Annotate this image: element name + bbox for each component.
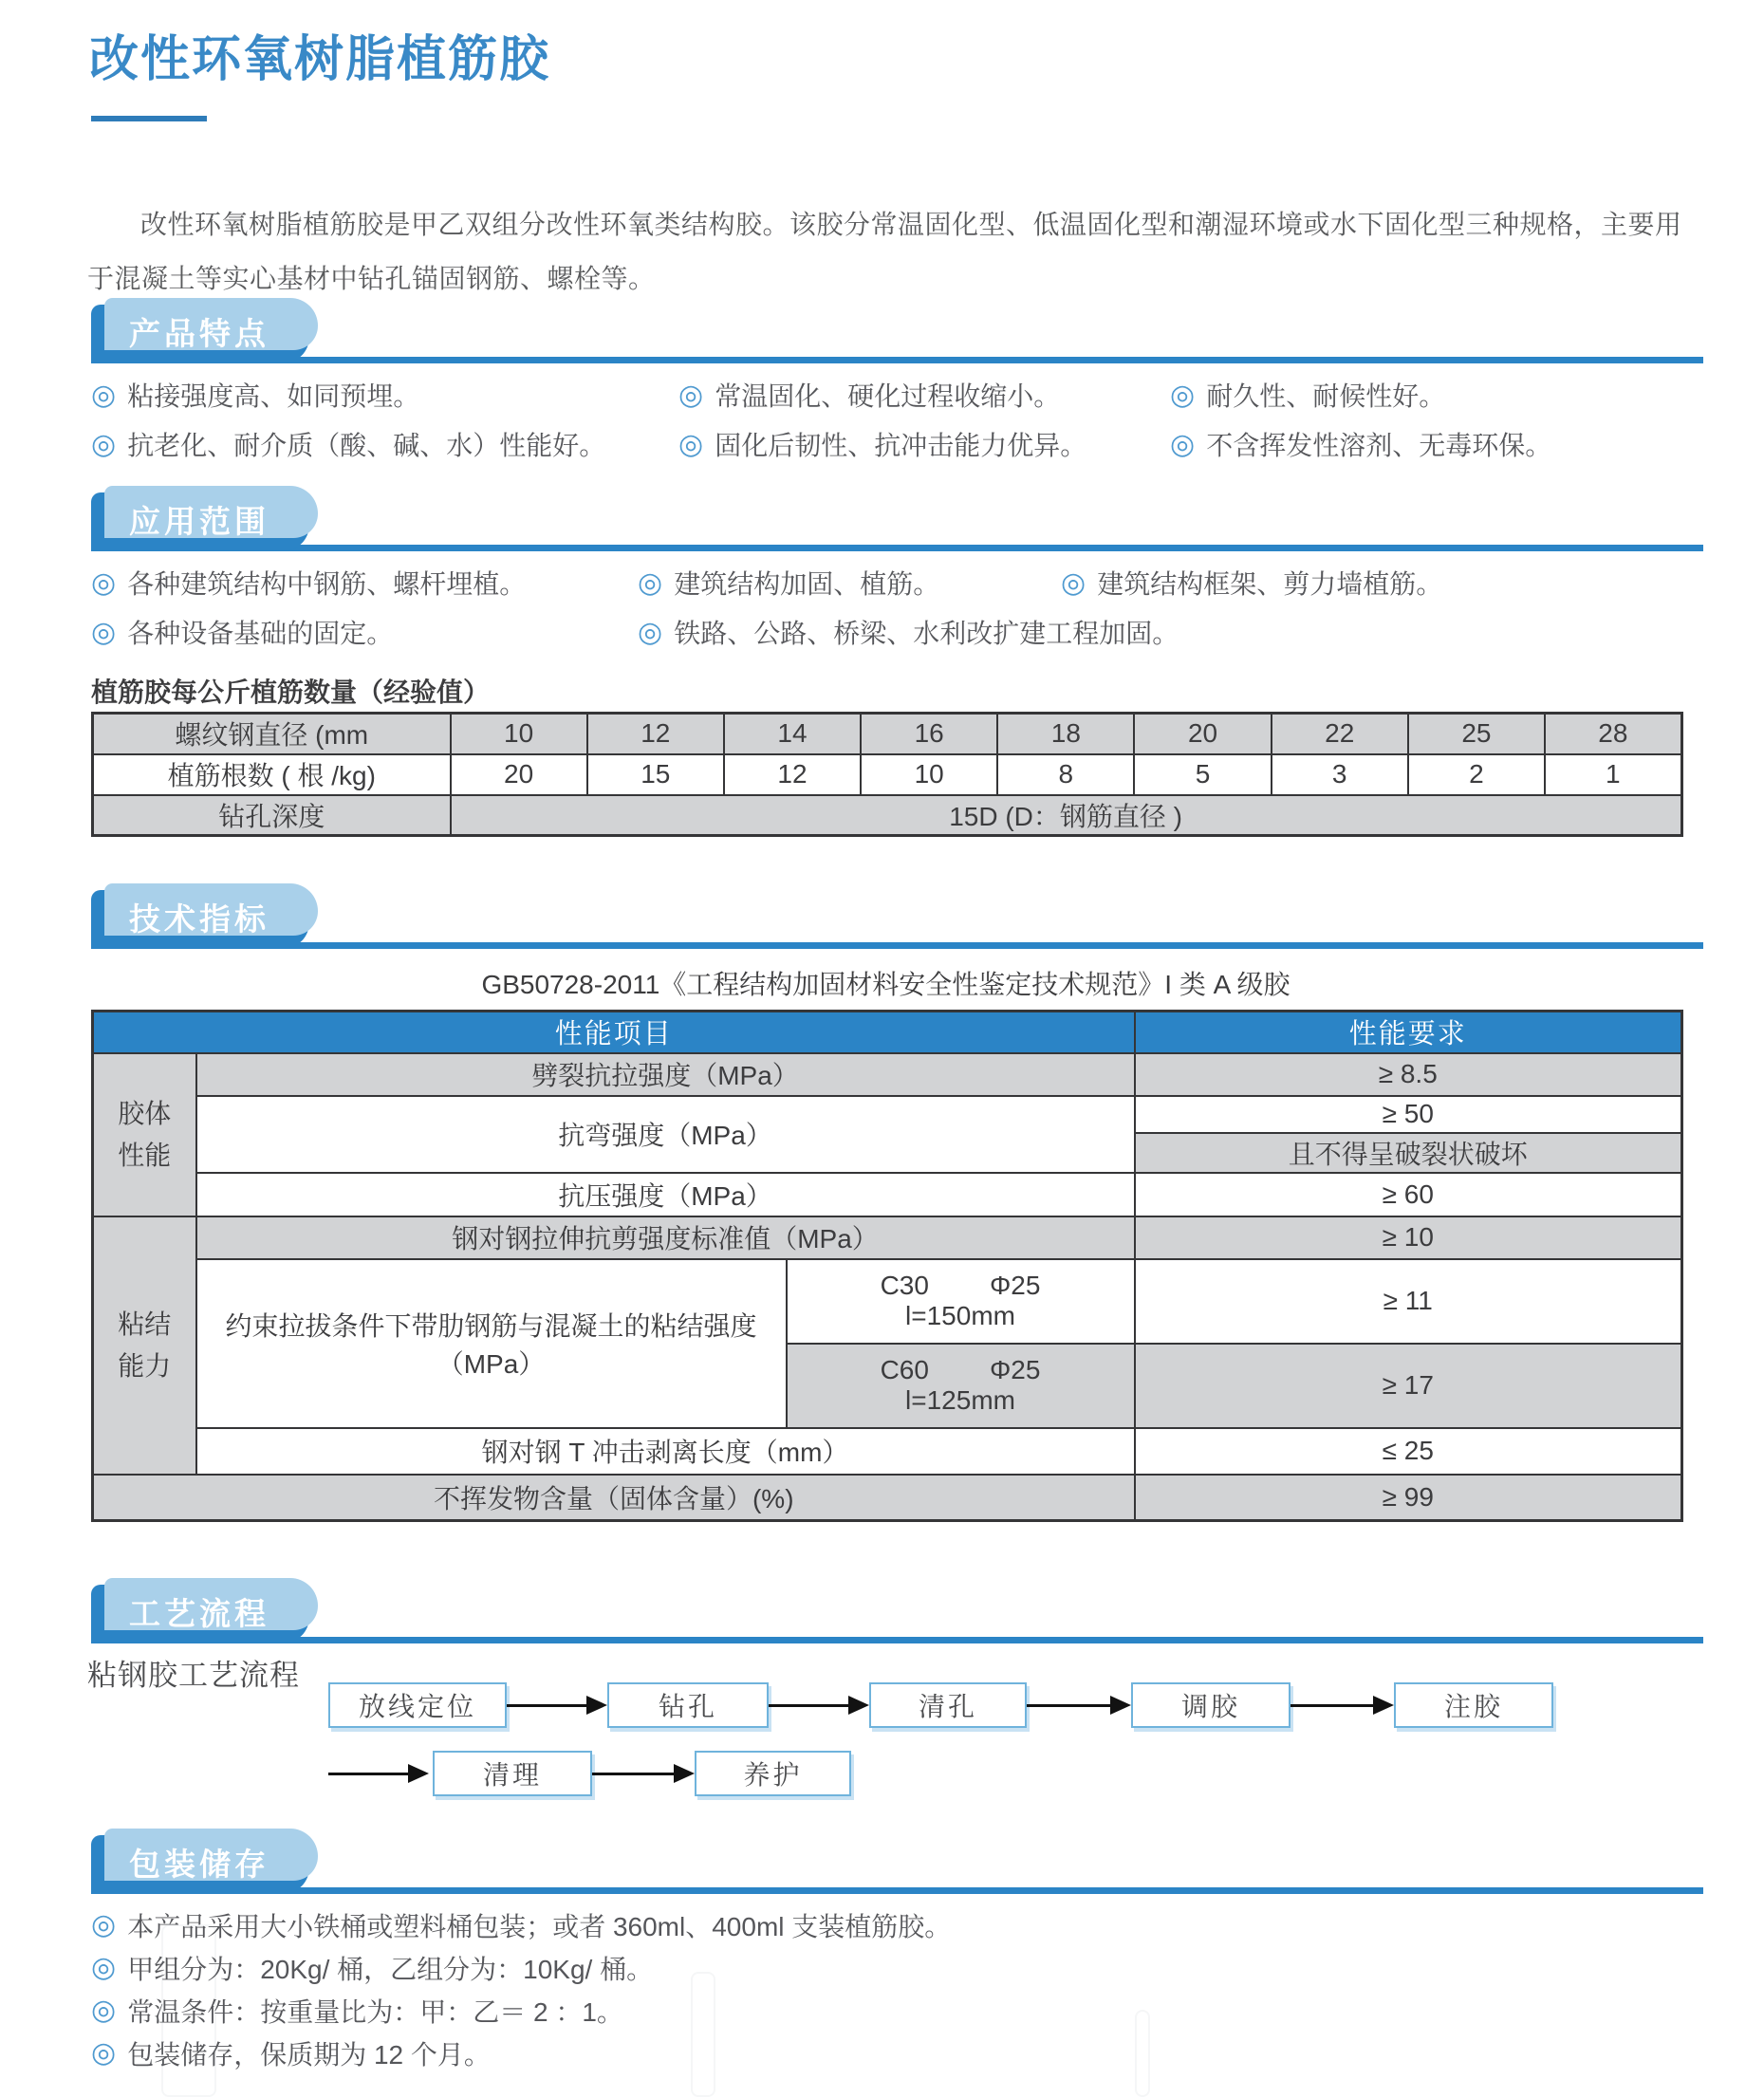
flow-step: 调胶 <box>1131 1682 1291 1728</box>
property-cell: 抗弯强度（MPa） <box>196 1096 1135 1173</box>
table-row <box>93 1096 1682 1133</box>
cell: 22 <box>1272 714 1408 754</box>
table-row <box>93 714 1682 754</box>
cell: 1 <box>1545 754 1681 795</box>
feature-text: 不含挥发性溶剂、无毒环保。 <box>1206 431 1552 460</box>
flow-arrow-icon <box>328 1764 429 1783</box>
cell: 20 <box>1134 714 1271 754</box>
watermark-shape <box>1135 2010 1150 2097</box>
list-item <box>1170 370 1551 419</box>
list-item <box>91 419 678 469</box>
table-header-row <box>93 1012 1682 1053</box>
row-label: 植筋根数 ( 根 /kg) <box>93 754 451 795</box>
table-row <box>93 1173 1682 1216</box>
cell: 12 <box>587 714 724 754</box>
double-circle-bullet-icon: ◎ <box>91 2037 117 2069</box>
rebar-table-title: 植筋胶每公斤植筋数量（经验值） <box>91 678 491 707</box>
list-item <box>1170 419 1551 469</box>
requirement-cell: ≥ 11 <box>1135 1259 1682 1344</box>
double-circle-bullet-icon: ◎ <box>91 379 117 411</box>
rebar-count-table <box>91 712 1683 837</box>
requirement-cell: ≥ 60 <box>1135 1173 1682 1216</box>
double-circle-bullet-icon: ◎ <box>678 379 704 411</box>
double-circle-bullet-icon: ◎ <box>1170 379 1196 411</box>
concrete-grade: C60 <box>880 1355 929 1384</box>
feature-text: 抗老化、耐介质（酸、碱、水）性能好。 <box>127 431 606 460</box>
flowchart-row-2 <box>328 1750 851 1797</box>
flow-arrow-icon <box>769 1696 869 1715</box>
section-badge-features: 产品特点 <box>91 305 309 363</box>
condition-line2: l=150mm <box>905 1301 1015 1330</box>
row-label: 钻孔深度 <box>93 795 451 836</box>
flow-step: 清孔 <box>869 1682 1027 1728</box>
cell: 10 <box>861 754 997 795</box>
cell: 20 <box>451 754 587 795</box>
applications-list <box>91 558 1442 657</box>
requirement-cell: ≥ 17 <box>1135 1344 1682 1428</box>
column-header: 性能项目 <box>93 1012 1135 1053</box>
table-row <box>93 795 1682 836</box>
double-circle-bullet-icon: ◎ <box>1061 566 1086 599</box>
table-row <box>93 1259 1682 1344</box>
feature-text: 耐久性、耐候性好。 <box>1206 381 1446 411</box>
list-item <box>91 370 678 419</box>
section-header-features <box>91 305 1703 363</box>
cell: 2 <box>1408 754 1545 795</box>
double-circle-bullet-icon: ◎ <box>638 616 663 648</box>
title-underline <box>91 116 207 121</box>
concrete-grade: C30 <box>880 1271 929 1300</box>
section-header-applications <box>91 492 1703 551</box>
double-circle-bullet-icon: ◎ <box>678 428 704 460</box>
feature-text: 粘接强度高、如同预埋。 <box>127 381 420 411</box>
property-cell: 钢对钢 T 冲击剥离长度（mm） <box>196 1428 1135 1475</box>
features-list <box>91 370 1551 469</box>
section-header-storage <box>91 1835 1703 1894</box>
cell: 14 <box>724 714 861 754</box>
condition-cell <box>787 1344 1135 1428</box>
cell: 3 <box>1272 754 1408 795</box>
application-text: 各种设备基础的固定。 <box>127 619 394 648</box>
cell: 12 <box>724 754 861 795</box>
cell: 10 <box>451 714 587 754</box>
condition-line1 <box>788 1355 1134 1385</box>
flow-arrow-icon <box>507 1696 607 1715</box>
storage-text: 常温条件：按重量比为：甲：乙＝ 2 ：1。 <box>127 1996 623 2027</box>
cell: 25 <box>1408 714 1545 754</box>
list-item <box>1061 558 1442 607</box>
property-cell: 不挥发物含量（固体含量）(%) <box>93 1475 1135 1521</box>
section-badge-applications: 应用范围 <box>91 492 309 551</box>
requirement-cell: ≥ 8.5 <box>1135 1053 1682 1096</box>
row-label: 螺纹钢直径 (mm <box>93 714 451 754</box>
span-cell: 15D (D：钢筋直径 ) <box>451 795 1682 836</box>
storage-text: 包装储存，保质期为 12 个月。 <box>127 2039 491 2070</box>
section-rule <box>91 1637 1703 1643</box>
list-item <box>91 558 638 607</box>
cell: 8 <box>997 754 1134 795</box>
process-subtitle: 粘钢胶工艺流程 <box>87 1659 300 1692</box>
cell: 16 <box>861 714 997 754</box>
flow-arrow-icon <box>1291 1696 1394 1715</box>
requirement-cell: ≥ 50 <box>1135 1096 1682 1133</box>
flow-arrow-icon <box>1027 1696 1131 1715</box>
flow-step: 放线定位 <box>328 1682 507 1728</box>
group-label: 粘结能力 <box>93 1216 196 1475</box>
table-row <box>93 1216 1682 1259</box>
cell: 5 <box>1134 754 1271 795</box>
list-item <box>638 558 1061 607</box>
section-header-process <box>91 1585 1703 1643</box>
storage-text: 本产品采用大小铁桶或塑料桶包装；或者 360ml、400ml 支装植筋胶。 <box>127 1911 952 1941</box>
section-badge-tech: 技术指标 <box>91 890 309 949</box>
flowchart-row-1 <box>328 1681 1553 1729</box>
property-cell: 劈裂抗拉强度（MPa） <box>196 1053 1135 1096</box>
column-header: 性能要求 <box>1135 1012 1682 1053</box>
section-rule <box>91 1887 1703 1894</box>
requirement-cell: ≤ 25 <box>1135 1428 1682 1475</box>
condition-cell <box>787 1259 1135 1344</box>
property-cell: 约束拉拔条件下带肋钢筋与混凝土的粘结强度（MPa） <box>196 1259 787 1428</box>
section-rule <box>91 357 1703 363</box>
flow-step: 养护 <box>695 1751 851 1796</box>
table-row <box>93 1428 1682 1475</box>
double-circle-bullet-icon: ◎ <box>91 1995 117 2026</box>
flow-step: 钻孔 <box>607 1682 769 1728</box>
watermark-shape <box>161 1924 216 2097</box>
bar-diameter: Φ25 <box>989 1355 1041 1384</box>
section-badge-storage: 包装储存 <box>91 1835 309 1894</box>
list-item <box>678 370 1170 419</box>
page-title: 改性环氧树脂植筋胶 <box>89 32 551 87</box>
bar-diameter: Φ25 <box>989 1271 1041 1300</box>
section-badge-process: 工艺流程 <box>91 1585 309 1643</box>
section-rule <box>91 942 1703 949</box>
flow-step: 注胶 <box>1394 1682 1553 1728</box>
cell: 15 <box>587 754 724 795</box>
table-row <box>93 1053 1682 1096</box>
standard-note: GB50728-2011《工程结构加固材料安全性鉴定技术规范》I 类 A 级胶 <box>481 970 1291 999</box>
condition-line2: l=125mm <box>905 1385 1015 1415</box>
table-row <box>93 1475 1682 1521</box>
double-circle-bullet-icon: ◎ <box>638 566 663 599</box>
group-label: 胶体性能 <box>93 1053 196 1216</box>
application-text: 铁路、公路、桥梁、水利改扩建工程加固。 <box>674 619 1179 648</box>
section-rule <box>91 545 1703 551</box>
spec-table <box>91 1010 1683 1522</box>
section-header-tech <box>91 890 1703 949</box>
table-row <box>93 754 1682 795</box>
list-item <box>678 419 1170 469</box>
list-item <box>91 607 638 657</box>
storage-list <box>91 1903 951 2074</box>
application-text: 建筑结构框架、剪力墙植筋。 <box>1097 569 1443 599</box>
cell: 28 <box>1545 714 1681 754</box>
list-item <box>638 607 1179 657</box>
property-cell: 抗压强度（MPa） <box>196 1173 1135 1216</box>
double-circle-bullet-icon: ◎ <box>91 1952 117 1983</box>
list-item <box>91 1989 951 2032</box>
application-text: 建筑结构加固、植筋。 <box>674 569 940 599</box>
feature-text: 常温固化、硬化过程收缩小。 <box>715 381 1061 411</box>
intro-paragraph: 改性环氧树脂植筋胶是甲乙双组分改性环氧类结构胶。该胶分常温固化型、低温固化型和潮湿环境或水下固化型三种规格，主要用于混凝土等实心基材中钻孔锚固钢筋、螺栓等。 <box>87 210 1682 293</box>
application-text: 各种建筑结构中钢筋、螺杆埋植。 <box>127 569 527 599</box>
cell: 18 <box>997 714 1134 754</box>
feature-text: 固化后韧性、抗冲击能力优异。 <box>715 431 1087 460</box>
double-circle-bullet-icon: ◎ <box>91 1909 117 1940</box>
double-circle-bullet-icon: ◎ <box>91 616 117 648</box>
flow-arrow-icon <box>592 1764 695 1783</box>
watermark-shape <box>691 1972 715 2097</box>
requirement-cell: ≥ 10 <box>1135 1216 1682 1259</box>
flow-step: 清理 <box>433 1751 592 1796</box>
list-item <box>91 1946 951 1989</box>
requirement-cell: ≥ 99 <box>1135 1475 1682 1521</box>
list-item <box>91 1903 951 1946</box>
storage-text: 甲组分为：20Kg/ 桶，乙组分为：10Kg/ 桶。 <box>127 1954 654 1984</box>
property-cell: 钢对钢拉伸抗剪强度标准值（MPa） <box>196 1216 1135 1259</box>
double-circle-bullet-icon: ◎ <box>1170 428 1196 460</box>
condition-line1 <box>788 1271 1134 1301</box>
double-circle-bullet-icon: ◎ <box>91 428 117 460</box>
list-item <box>91 2032 951 2074</box>
requirement-cell: 且不得呈破裂状破坏 <box>1135 1133 1682 1173</box>
double-circle-bullet-icon: ◎ <box>91 566 117 599</box>
